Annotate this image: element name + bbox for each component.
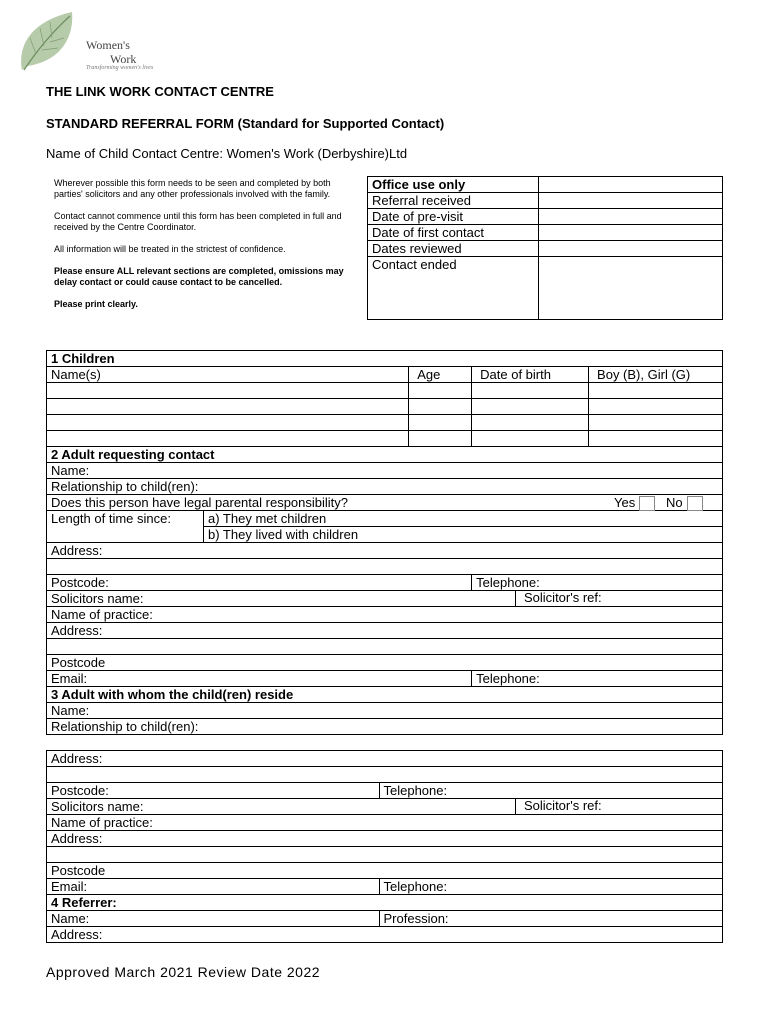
s2-practice-address-field[interactable]: Address:: [47, 623, 723, 639]
centre-name: Name of Child Contact Centre: Women's Work (Derbyshire)Ltd: [46, 146, 408, 161]
logo-text-womens: Women's: [86, 38, 130, 52]
s2-email-field[interactable]: Email:: [47, 671, 472, 687]
child-age-field[interactable]: [409, 431, 472, 447]
child-name-field[interactable]: [47, 431, 409, 447]
child-row: [47, 431, 723, 447]
office-row-label: Date of first contact: [368, 225, 539, 241]
section-adult-requesting-title: 2 Adult requesting contact: [47, 447, 723, 463]
s2-address-line[interactable]: [47, 559, 723, 575]
no-label: No: [666, 495, 683, 510]
first-contact-field[interactable]: [539, 225, 723, 241]
s2-solicitor-name-field[interactable]: Solicitors name:: [51, 591, 144, 606]
s2-postcode-field[interactable]: Postcode:: [47, 575, 472, 591]
s2-practice-telephone-field[interactable]: Telephone:: [472, 671, 723, 687]
s2-length-row: [47, 511, 723, 543]
col-age: Age: [409, 367, 472, 383]
child-row: [47, 415, 723, 431]
yes-label: Yes: [614, 495, 636, 510]
child-name-field[interactable]: [47, 415, 409, 431]
child-dob-field[interactable]: [472, 399, 589, 415]
child-dob-field[interactable]: [472, 383, 589, 399]
child-gender-field[interactable]: [589, 415, 723, 431]
note-4: Please ensure ALL relevant sections are completed, omissions may delay contact or could cause contact to be cancelled.: [54, 266, 344, 287]
form-title: STANDARD REFERRAL FORM (Standard for Supported Contact): [46, 116, 445, 131]
lived-with-children-field[interactable]: b) They lived with children: [208, 527, 359, 542]
s3-practice-postcode-field[interactable]: Postcode: [47, 863, 723, 879]
s3-practice-address-field[interactable]: Address:: [47, 831, 723, 847]
s2-telephone-field[interactable]: Telephone:: [472, 575, 723, 591]
s2-address-field[interactable]: Address:: [47, 543, 723, 559]
leaf-logo-icon: [14, 8, 80, 74]
s2-parental-responsibility-row: [47, 495, 723, 511]
referral-form-table: [46, 350, 723, 735]
section-adult-reside-title: 3 Adult with whom the child(ren) reside: [47, 687, 723, 703]
child-age-field[interactable]: [409, 383, 472, 399]
s3-practice-field[interactable]: Name of practice:: [47, 815, 723, 831]
s4-name-field[interactable]: Name:: [47, 911, 380, 927]
col-gender: Boy (B), Girl (G): [589, 367, 723, 383]
s3-name-field[interactable]: Name:: [47, 703, 723, 719]
note-5: Please print clearly.: [54, 299, 138, 309]
logo-text-work: Work: [110, 52, 137, 66]
child-age-field[interactable]: [409, 415, 472, 431]
office-row-label: Dates reviewed: [368, 241, 539, 257]
no-option[interactable]: [666, 495, 703, 511]
s3-address-field[interactable]: Address:: [47, 751, 723, 767]
length-of-time-label: Length of time since:: [47, 511, 204, 542]
col-name: Name(s): [47, 367, 409, 383]
s2-relationship-field[interactable]: Relationship to child(ren):: [47, 479, 723, 495]
child-row: [47, 399, 723, 415]
office-heading: Office use only: [368, 177, 539, 193]
section-children-title: 1 Children: [47, 351, 723, 367]
s2-practice-address-line[interactable]: [47, 639, 723, 655]
parental-responsibility-question: Does this person have legal parental responsibility?: [51, 495, 349, 510]
s2-practice-postcode-field[interactable]: Postcode: [47, 655, 723, 671]
office-use-table: [367, 176, 723, 320]
s3-solicitor-row: [47, 799, 723, 815]
s2-solicitor-ref-field[interactable]: Solicitor's ref:: [515, 590, 602, 607]
section-referrer-title: 4 Referrer:: [47, 895, 723, 911]
s3-solicitor-ref-field[interactable]: Solicitor's ref:: [515, 798, 602, 815]
footer-approval: Approved March 2021 Review Date 2022: [46, 964, 321, 980]
yes-checkbox[interactable]: [639, 496, 655, 511]
s2-practice-field[interactable]: Name of practice:: [47, 607, 723, 623]
col-dob: Date of birth: [472, 367, 589, 383]
s4-profession-field[interactable]: Profession:: [379, 911, 723, 927]
s3-relationship-field[interactable]: Relationship to child(ren):: [47, 719, 723, 735]
contact-ended-field[interactable]: [539, 257, 723, 320]
note-2: Contact cannot commence until this form has been completed in full and received by the Centre Coordinator.: [54, 211, 342, 232]
referral-form-table-continued: [46, 750, 723, 943]
referral-received-field[interactable]: [539, 193, 723, 209]
pre-visit-field[interactable]: [539, 209, 723, 225]
yes-option[interactable]: [614, 495, 655, 511]
met-children-field[interactable]: a) They met children: [204, 511, 723, 527]
office-blank: [539, 177, 723, 193]
logo-tagline: Transforming women's lives: [86, 65, 154, 71]
s3-solicitor-name-field[interactable]: Solicitors name:: [51, 799, 144, 814]
s3-address-line[interactable]: [47, 767, 723, 783]
s3-practice-address-line[interactable]: [47, 847, 723, 863]
instructions: [54, 178, 354, 321]
child-age-field[interactable]: [409, 399, 472, 415]
child-dob-field[interactable]: [472, 431, 589, 447]
note-3: All information will be treated in the strictest of confidence.: [54, 244, 286, 254]
child-gender-field[interactable]: [589, 431, 723, 447]
s3-postcode-field[interactable]: Postcode:: [47, 783, 380, 799]
s2-name-field[interactable]: Name:: [47, 463, 723, 479]
child-name-field[interactable]: [47, 399, 409, 415]
child-name-field[interactable]: [47, 383, 409, 399]
child-gender-field[interactable]: [589, 383, 723, 399]
s3-telephone-field[interactable]: Telephone:: [379, 783, 723, 799]
child-dob-field[interactable]: [472, 415, 589, 431]
org-title: THE LINK WORK CONTACT CENTRE: [46, 84, 274, 99]
s2-solicitor-row: [47, 591, 723, 607]
s3-email-field[interactable]: Email:: [47, 879, 380, 895]
dates-reviewed-field[interactable]: [539, 241, 723, 257]
s3-practice-telephone-field[interactable]: Telephone:: [379, 879, 723, 895]
no-checkbox[interactable]: [687, 496, 703, 511]
office-row-label: Referral received: [368, 193, 539, 209]
child-row: [47, 383, 723, 399]
office-row-label: Contact ended: [368, 257, 539, 320]
child-gender-field[interactable]: [589, 399, 723, 415]
note-1: Wherever possible this form needs to be seen and completed by both parties' solicitors and any other professionals involved with the family.: [54, 178, 331, 199]
office-row-label: Date of pre-visit: [368, 209, 539, 225]
s4-address-field[interactable]: Address:: [47, 927, 723, 943]
